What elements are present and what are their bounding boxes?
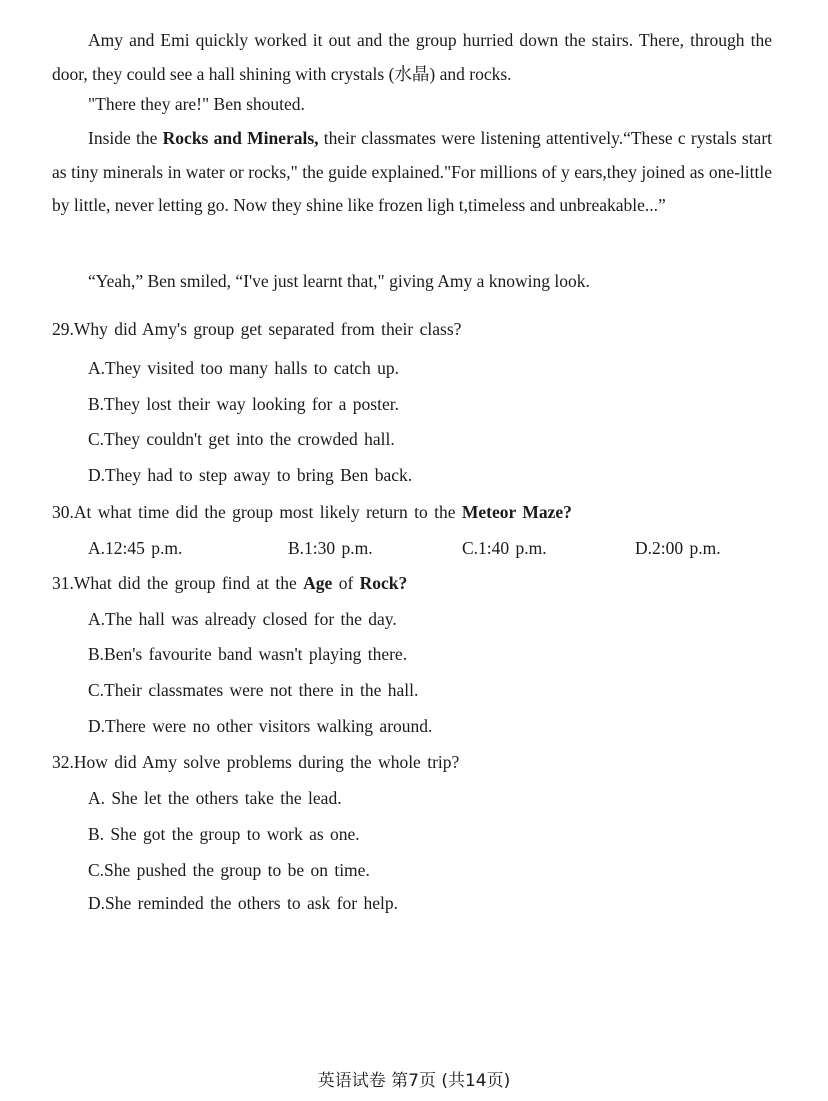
question-29-stem: 29.Why did Amy's group get separated from their class? (52, 319, 462, 339)
question-32-stem: 32.How did Amy solve problems during the whole trip? (52, 752, 460, 772)
hall-name-rock: Rock? (359, 573, 408, 593)
hall-name-age: Age (303, 573, 333, 593)
page-footer: 英语试卷 第7页 (共14页) (317, 1071, 511, 1091)
question-32-option-d: D.She reminded the others to ask for help. (88, 893, 398, 913)
question-31-option-d: D.There were no other visitors walking around. (88, 716, 433, 736)
passage-paragraph-4: “Yeah,” Ben smiled, “I've just learnt that," giving Amy a knowing look. (88, 271, 590, 291)
hall-name-meteor-maze: Meteor Maze? (461, 502, 572, 522)
hall-name-rocks-minerals: Rocks and Minerals, (162, 128, 319, 148)
question-30-stem (52, 500, 572, 524)
question-32-option-c: C.She pushed the group to be on time. (88, 860, 370, 880)
paragraph-3-intro: Inside the (88, 128, 163, 148)
question-29-option-c: C.They couldn't get into the crowded hall. (88, 429, 395, 449)
question-31-stem-text: 31.What did the group find at the (52, 573, 304, 593)
passage-paragraph-1: Amy and Emi quickly worked it out and the group hurried down the stairs. There, through the door, they could see a hall shining with crystals (水晶) and rocks. (52, 30, 772, 84)
question-29-option-a: A.They visited too many halls to catch up. (88, 358, 399, 378)
question-32-option-b: B. She got the group to work as one. (88, 824, 360, 844)
question-31-stem-of: of (332, 573, 360, 593)
question-30-option-c: C.1:40 p.m. (462, 538, 547, 558)
question-30-option-a: A.12:45 p.m. (88, 538, 183, 558)
passage-paragraph-3 (52, 122, 772, 223)
question-30-option-d: D.2:00 p.m. (635, 538, 721, 558)
question-30-stem-text: 30.At what time did the group most likely return to the (52, 502, 462, 522)
question-32-option-a: A. She let the others take the lead. (88, 788, 342, 808)
paragraph-3-body: their classmates were listening attentively.“These c rystals start as tiny minerals in water or rocks," the guide explained."For millions of y ears,they joined as one-little by little, never letting go. Now they shine like frozen ligh t,timeless and unbreakable...” (52, 128, 773, 215)
question-31-stem (52, 571, 407, 595)
question-30-option-b: B.1:30 p.m. (288, 538, 373, 558)
question-31-option-b: B.Ben's favourite band wasn't playing there. (88, 644, 408, 664)
question-31-option-c: C.Their classmates were not there in the hall. (88, 680, 419, 700)
passage-paragraph-2: "There they are!" Ben shouted. (88, 94, 305, 114)
question-31-option-a: A.The hall was already closed for the day. (88, 609, 397, 629)
question-29-option-d: D.They had to step away to bring Ben back. (88, 465, 413, 485)
question-29-option-b: B.They lost their way looking for a poster. (88, 394, 399, 414)
